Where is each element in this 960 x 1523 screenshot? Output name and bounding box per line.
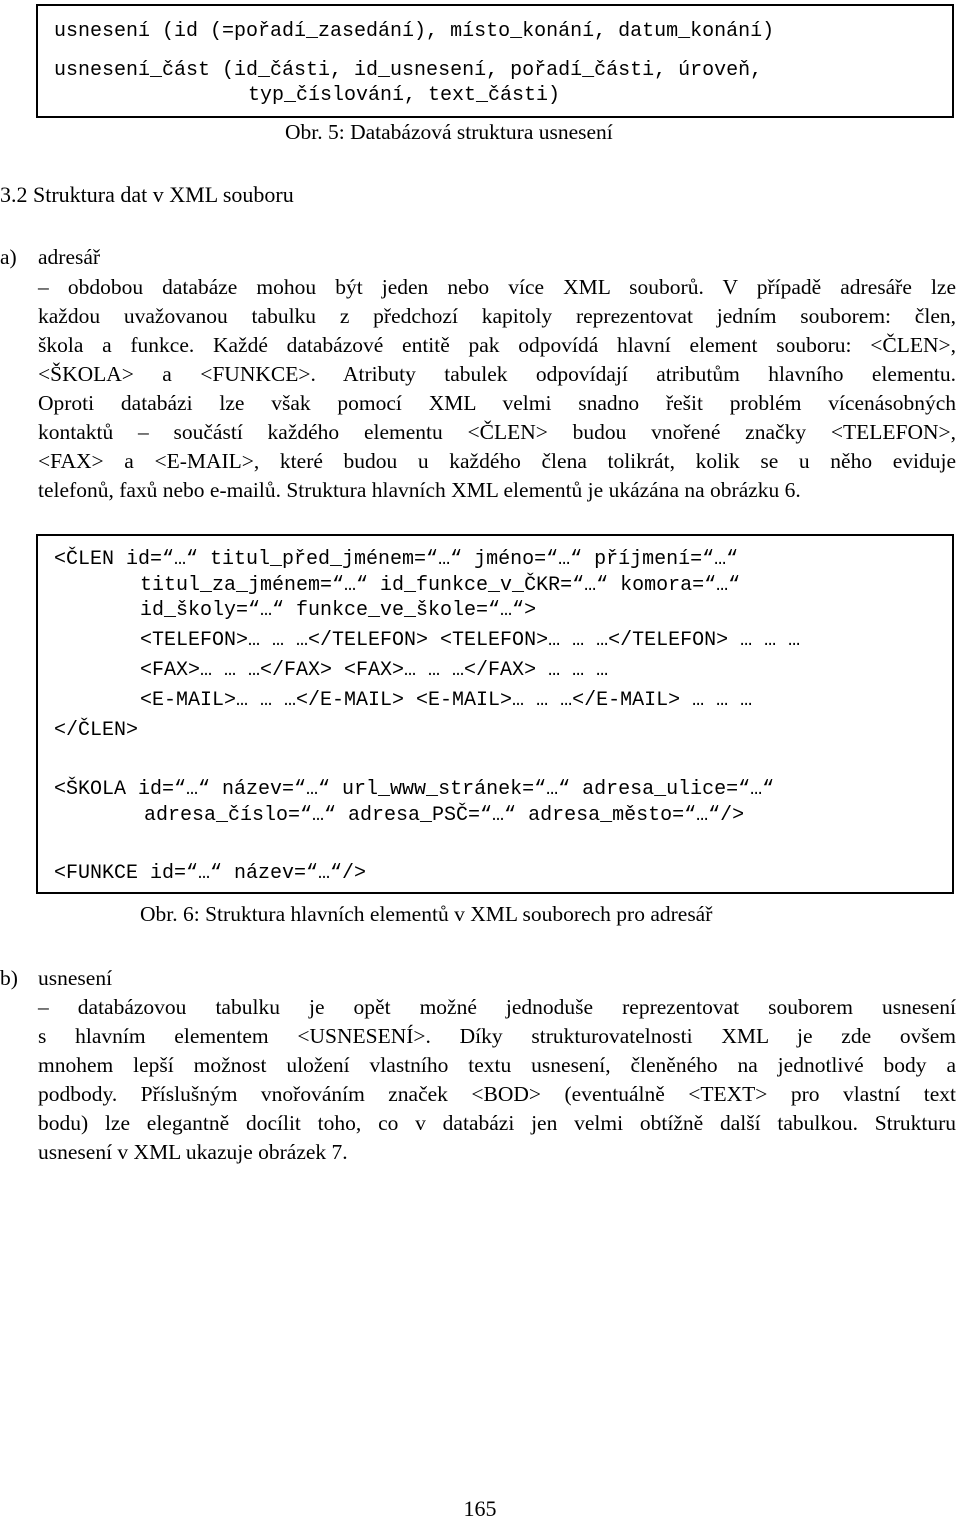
figure-caption-5: Obr. 5: Databázová struktura usnesení <box>285 120 613 144</box>
item-b-line: bodu) lze elegantně docílit toho, co v databázi jen velmi obtížně další tabulkou. Strukturu <box>38 1111 956 1135</box>
item-a-line: <FAX> a <E-MAIL>, které budou u každého člena tolikrát, kolik se u něho eviduje <box>38 449 956 473</box>
section-heading: 3.2 Struktura dat v XML souboru <box>0 182 294 207</box>
xml-line: <E-MAIL>… … …</E-MAIL> <E-MAIL>… … …</E-MAIL> … … … <box>140 689 753 712</box>
xml-line: id_školy=“…“ funkce_ve_škole=“…“> <box>140 599 537 622</box>
xml-line: <ČLEN id=“…“ titul_před_jménem=“…“ jméno=“…“ příjmení=“…“ <box>54 548 739 571</box>
item-a-line: – obdobou databáze mohou být jeden nebo více XML souborů. V případě adresáře lze <box>38 275 956 299</box>
xml-line: titul_za_jménem=“…“ id_funkce_v_ČKR=“…“ komora=“…“ <box>140 574 741 597</box>
schema-box <box>36 4 954 118</box>
item-b-label: b) <box>0 966 18 990</box>
item-a-line: škola a funkce. Každé databázové entitě pak odpovídá hlavní element souboru: <ČLEN>, <box>38 333 956 357</box>
item-b-line: podbody. Příslušným vnořováním značek <BOD> (eventuálně <TEXT> pro vlastní text <box>38 1082 956 1106</box>
item-a-line: kontaktů – součástí každého elementu <ČLEN> budou vnořené značky <TELEFON>, <box>38 420 956 444</box>
figure-caption-6: Obr. 6: Struktura hlavních elementů v XML souborech pro adresář <box>140 902 713 926</box>
schema-line-1: usnesení (id (=pořadí_zasedání), místo_konání, datum_konání) <box>54 20 775 43</box>
item-b-line: s hlavním elementem <USNESENÍ>. Díky strukturovatelnosti XML je zde ovšem <box>38 1024 956 1048</box>
item-b-line: – databázovou tabulku je opět možné jednoduše reprezentovat souborem usnesení <box>38 995 956 1019</box>
schema-line-2: usnesení_část (id_části, id_usnesení, pořadí_části, úroveň, <box>54 59 763 82</box>
item-a-line: telefonů, faxů nebo e-mailů. Struktura hlavních XML elementů je ukázána na obrázku 6. <box>38 478 801 502</box>
item-a-title: adresář <box>38 245 101 269</box>
item-a-line: každou uvažovanou tabulku z předchozí kapitoly reprezentovat jedním souborem: člen, <box>38 304 956 328</box>
xml-line: <FAX>… … …</FAX> <FAX>… … …</FAX> … … … <box>140 659 609 682</box>
item-b-line: mnohem lepší možnost uložení vlastního textu usnesení, členěného na jednotlivé body a <box>38 1053 956 1077</box>
xml-line: <ŠKOLA id=“…“ název=“…“ url_www_stránek=“…“ adresa_ulice=“…“ <box>54 778 775 801</box>
page-number: 165 <box>463 1496 497 1521</box>
schema-line-3: typ_číslování, text_části) <box>248 84 561 107</box>
xml-line: <TELEFON>… … …</TELEFON> <TELEFON>… … …</TELEFON> … … … <box>140 629 801 652</box>
xml-line: <FUNKCE id=“…“ název=“…“/> <box>54 862 367 885</box>
item-a-line: Oproti databázi lze však pomocí XML velmi snadno řešit problém vícenásobných <box>38 391 956 415</box>
item-a-label: a) <box>0 245 17 269</box>
xml-elements-box <box>36 534 954 894</box>
item-a-line: <ŠKOLA> a <FUNKCE>. Atributy tabulek odpovídají atributům hlavního elementu. <box>38 362 956 386</box>
xml-line: </ČLEN> <box>54 719 139 742</box>
xml-line: adresa_číslo=“…“ adresa_PSČ=“…“ adresa_město=“…“/> <box>144 804 745 827</box>
item-b-line: usnesení v XML ukazuje obrázek 7. <box>38 1140 348 1164</box>
item-b-title: usnesení <box>38 966 113 990</box>
